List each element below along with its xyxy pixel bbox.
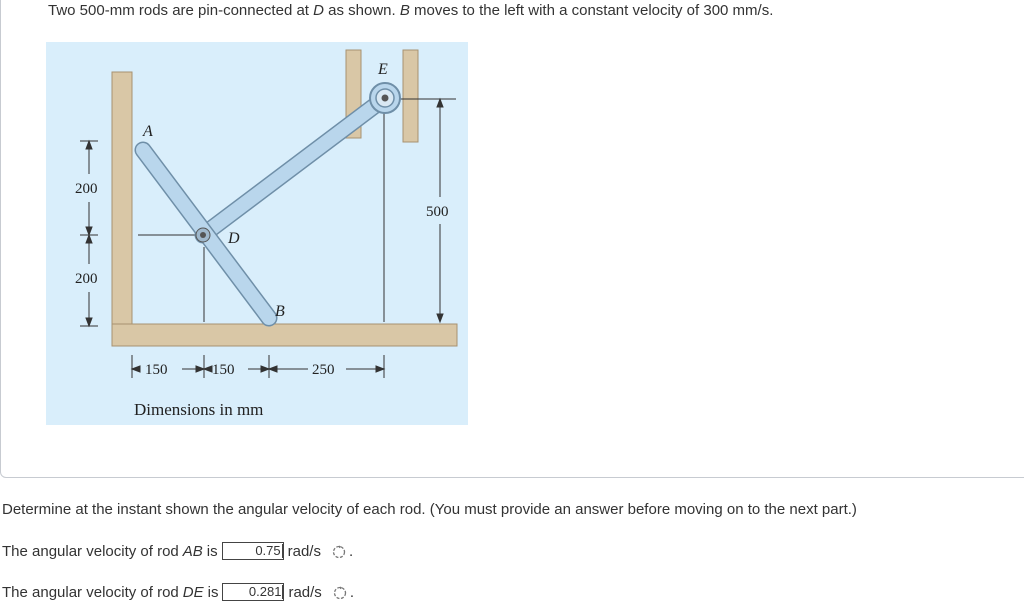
problem-text-2: as shown. — [323, 2, 400, 19]
reload-icon — [332, 584, 348, 600]
mechanism-figure — [46, 42, 468, 425]
problem-text-1: Two 500-mm rods are pin-connected at — [48, 2, 314, 19]
answer-end: . — [348, 542, 354, 560]
answer-input-ab[interactable] — [222, 542, 284, 560]
label-b: B — [275, 303, 285, 320]
problem-statement — [48, 2, 773, 19]
left-wall — [112, 72, 132, 330]
pin-d — [196, 228, 210, 242]
answer-label: The angular velocity of rod — [2, 542, 179, 560]
answer-row-de — [2, 581, 354, 603]
answer-unit: rad/s — [287, 542, 321, 560]
answer-is: is — [206, 542, 218, 560]
label-a: A — [143, 123, 153, 140]
dim-upper-200: 200 — [75, 181, 98, 197]
answer-value-de: 0.281 — [248, 584, 282, 599]
question-prompt: Determine at the instant shown the angular velocity of each rod. (You must provide an answer before moving on to the next part.) — [2, 501, 857, 518]
dim-right-500: 500 — [426, 204, 449, 220]
answer-input-de[interactable] — [222, 583, 284, 601]
answer-row-ab — [2, 540, 353, 562]
rod-name: AB — [182, 542, 203, 560]
floor — [112, 324, 457, 346]
answer-end: . — [349, 583, 354, 601]
dim-lower-200: 200 — [75, 271, 98, 287]
problem-text-3: moves to the left with a constant velocity of 300 mm/s. — [409, 2, 774, 19]
reload-icon — [331, 543, 347, 559]
answer-label: The angular velocity of rod — [2, 583, 179, 601]
rod-name: DE — [182, 583, 204, 601]
dim-h2-150: 150 — [212, 362, 235, 378]
dim-h3-250: 250 — [312, 362, 335, 378]
answer-is: is — [207, 583, 219, 601]
label-d: D — [228, 230, 240, 247]
point-d-label: D — [313, 2, 324, 19]
label-e: E — [378, 61, 388, 78]
collar-e — [370, 83, 400, 113]
point-b-label: B — [399, 2, 410, 19]
dim-h1-150: 150 — [145, 362, 168, 378]
guide-right — [403, 50, 418, 142]
mechanism-diagram — [46, 42, 468, 425]
answer-unit: rad/s — [288, 583, 322, 601]
figure-caption: Dimensions in mm — [134, 400, 264, 419]
answer-value-ab: 0.75 — [255, 543, 281, 558]
